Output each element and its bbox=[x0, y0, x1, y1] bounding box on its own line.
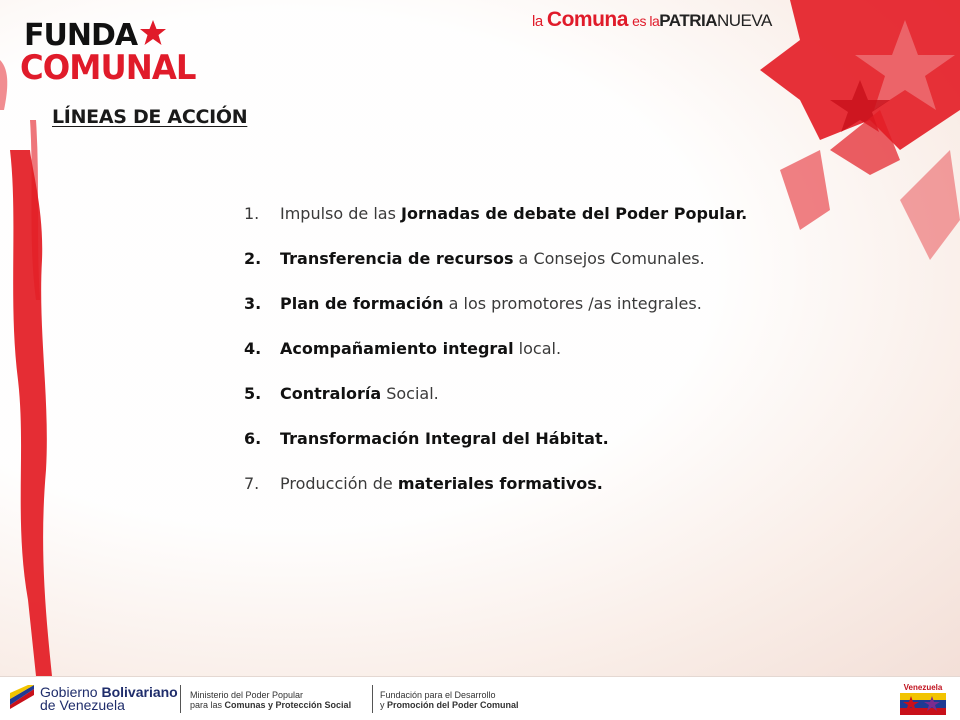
gob-line1-b: Bolivariano bbox=[101, 684, 178, 700]
fundacion-text bbox=[380, 690, 519, 710]
venezuela-label: Venezuela bbox=[903, 683, 943, 692]
list-item bbox=[244, 335, 747, 380]
ministerio-line2-b: Comunas y Protección Social bbox=[224, 700, 352, 710]
list-item bbox=[244, 470, 747, 515]
list-item-text: a los promotores /as integrales. bbox=[443, 294, 702, 313]
ministerio-text bbox=[190, 690, 351, 710]
list-item-bold-text: Transformación Integral del Hábitat. bbox=[280, 429, 609, 448]
list-item-text: local. bbox=[513, 339, 562, 358]
venezuela-flag-icon bbox=[8, 685, 36, 711]
ministerio-line1: Ministerio del Poder Popular bbox=[190, 690, 304, 700]
list-item-bold-text: Transferencia de recursos bbox=[280, 249, 514, 268]
venezuela-stars-icon bbox=[900, 693, 946, 715]
slogan-nueva: NUEVA bbox=[717, 11, 772, 30]
list-item-number: 4. bbox=[244, 339, 262, 358]
list-item bbox=[244, 200, 747, 245]
list-item bbox=[244, 245, 747, 290]
list-item-text: Impulso de las bbox=[280, 204, 402, 223]
footer bbox=[0, 676, 960, 720]
fundacion-line1: Fundación para el Desarrollo bbox=[380, 690, 496, 700]
slogan-patria: PATRIA bbox=[659, 11, 717, 30]
list-item bbox=[244, 380, 747, 425]
list-item-text: Social. bbox=[381, 384, 439, 403]
gob-line1-a: Gobierno bbox=[40, 684, 102, 700]
list-item-bold-text: materiales formativos. bbox=[397, 474, 603, 493]
gobierno-bolivariano-text bbox=[40, 686, 178, 712]
logo-funda-text: FUNDA bbox=[24, 18, 138, 53]
logo-comunal-text: COMUNAL bbox=[20, 48, 196, 88]
action-list bbox=[244, 200, 747, 515]
list-item-bold-text: Acompañamiento integral bbox=[280, 339, 514, 358]
list-item bbox=[244, 290, 747, 335]
list-item-number: 1. bbox=[244, 204, 260, 223]
list-item-number: 3. bbox=[244, 294, 262, 313]
slogan-esla: es la bbox=[632, 13, 660, 29]
slogan-la: la bbox=[532, 13, 543, 30]
venezuela-logo bbox=[898, 683, 948, 717]
list-item-bold-text: Contraloría bbox=[280, 384, 382, 403]
gob-line2: de Venezuela bbox=[40, 697, 125, 713]
list-item-number: 6. bbox=[244, 429, 262, 448]
fundacion-line2-b: Promoción del Poder Comunal bbox=[387, 700, 519, 710]
list-item-bold-text: Jornadas de debate del Poder Popular. bbox=[401, 204, 748, 223]
list-item-number: 2. bbox=[244, 249, 262, 268]
list-item bbox=[244, 425, 747, 470]
fundacion-line2-a: y bbox=[380, 700, 388, 710]
list-item-number: 5. bbox=[244, 384, 262, 403]
list-item-text: a Consejos Comunales. bbox=[513, 249, 705, 268]
list-item-number: 7. bbox=[244, 474, 260, 493]
fundacomunal-logo bbox=[20, 16, 220, 88]
ministerio-line2-a: para las bbox=[190, 700, 225, 710]
footer-divider bbox=[372, 685, 373, 713]
page-title: LÍNEAS DE ACCIÓN bbox=[52, 106, 248, 128]
slogan bbox=[532, 8, 772, 32]
list-item-bold-text: Plan de formación bbox=[280, 294, 444, 313]
footer-divider bbox=[180, 685, 181, 713]
red-star-icon bbox=[138, 18, 168, 48]
slogan-comuna: Comuna bbox=[546, 8, 628, 31]
list-item-text: Producción de bbox=[280, 474, 398, 493]
